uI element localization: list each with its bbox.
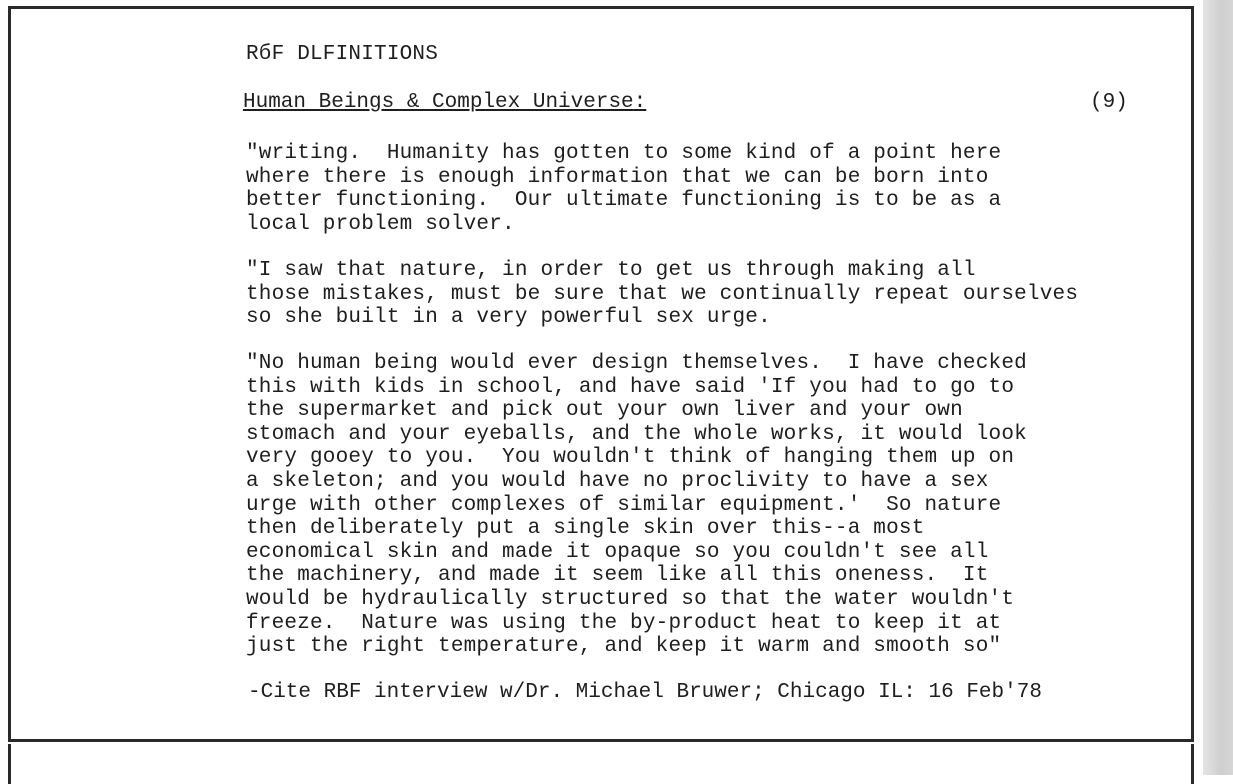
next-index-card xyxy=(8,744,1194,784)
paragraph-line: would be hydraulically structured so that the water wouldn't xyxy=(246,587,1015,611)
paragraph-line: the machinery, and made it seem like all this oneness. It xyxy=(246,564,989,588)
paragraph-line: "writing. Humanity has gotten to some kind of a point here xyxy=(246,142,1002,165)
card-subtitle xyxy=(243,91,646,115)
paragraph-line: then deliberately put a single skin over this--a most xyxy=(246,517,925,541)
paragraph-line: a skeleton; and you would have no proclivity to have a sex xyxy=(246,469,989,493)
card-header: RбF DLFINITIONS xyxy=(246,43,439,66)
scanner-edge xyxy=(1203,0,1233,775)
subtitle-text: Human Beings & Complex Universe xyxy=(243,91,634,114)
subtitle-suffix: : xyxy=(633,91,647,114)
paragraph-line: "No human being would ever design themselves. I have checked xyxy=(246,352,1027,375)
paragraph-line: where there is enough information that we can be born into xyxy=(246,165,989,189)
paragraph-line: better functioning. Our ultimate functioning is to be as a xyxy=(246,189,1002,213)
paragraph-line: economical skin and made it opaque so you couldn't see all xyxy=(246,540,989,564)
paragraph-line: the supermarket and pick out your own liver and your own xyxy=(246,399,963,423)
paragraph-line: so she built in a very powerful sex urge. xyxy=(246,306,771,330)
paragraph-line: this with kids in school, and have said 'If you had to go to xyxy=(246,375,1015,399)
paragraph-1 xyxy=(246,142,1001,236)
citation: -Cite RBF interview w/Dr. Michael Bruwer; Chicago IL: 16 Feb'78 xyxy=(248,681,1042,704)
paragraph-2 xyxy=(246,259,1078,330)
paragraph-line: stomach and your eyeballs, and the whole works, it would look xyxy=(246,422,1027,446)
paragraph-line: freeze. Nature was using the by-product heat to keep it at xyxy=(246,611,1002,635)
paragraph-line: very gooey to you. You wouldn't think of hanging them up on xyxy=(246,446,1015,470)
paragraph-line: those mistakes, must be sure that we continually repeat ourselves xyxy=(246,282,1079,306)
page-number: (9) xyxy=(1090,91,1128,114)
paragraph-line: local problem solver. xyxy=(246,212,515,236)
paragraph-line: urge with other complexes of similar equipment.' So nature xyxy=(246,493,1002,517)
paragraph-line: just the right temperature, and keep it warm and smooth so" xyxy=(246,635,1002,659)
paragraph-3 xyxy=(246,352,1027,659)
paragraph-line: "I saw that nature, in order to get us through making all xyxy=(246,259,976,282)
